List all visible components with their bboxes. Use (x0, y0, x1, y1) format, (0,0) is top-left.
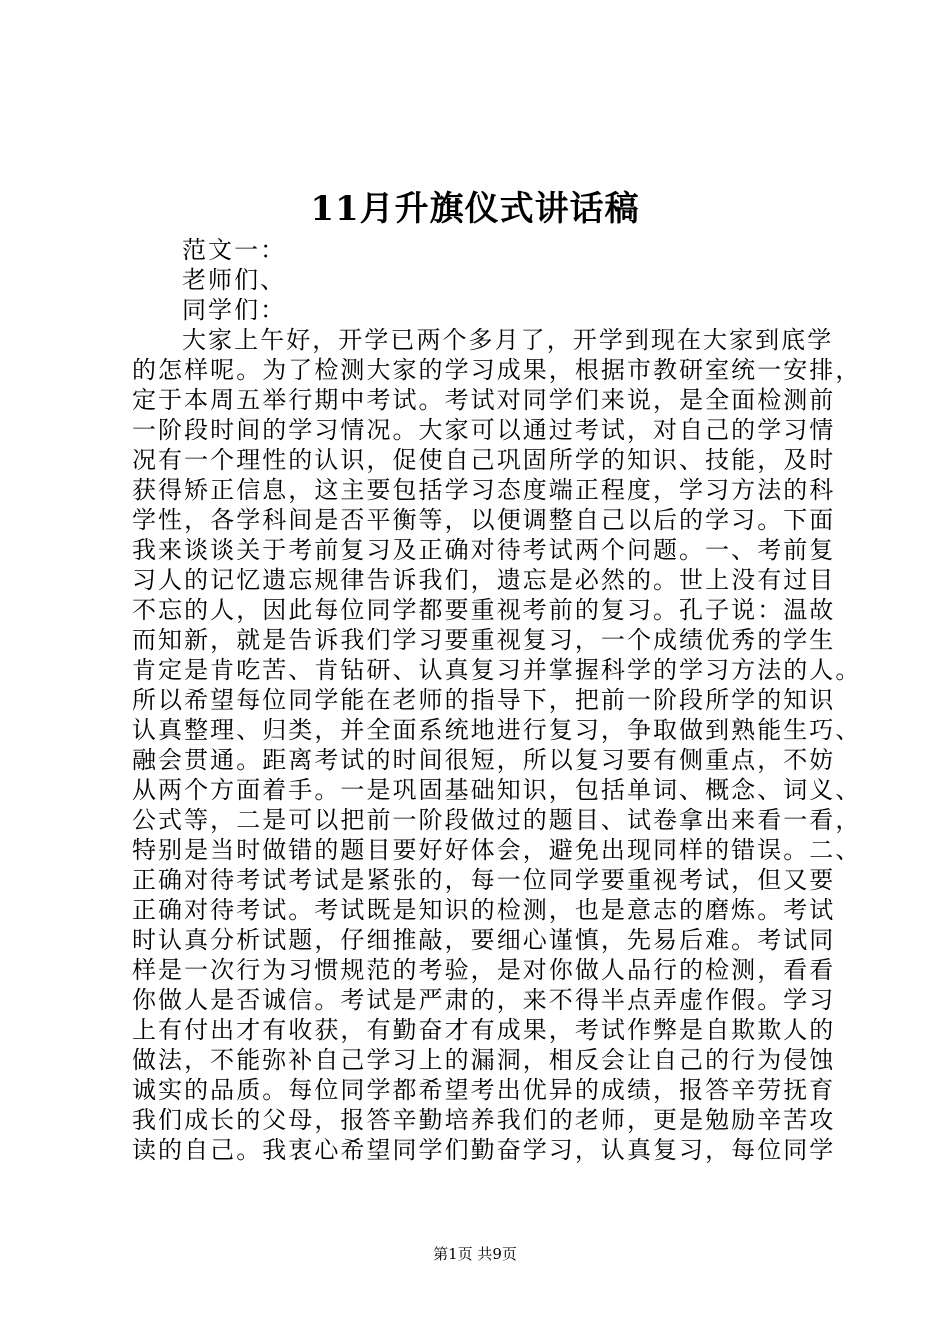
heading-line: 同学们： (182, 296, 287, 324)
paragraph-line: 习人的记忆遗忘规律告诉我们，遗忘是必然的。世上没有过目 (132, 566, 836, 594)
paragraph-line: 况有一个理性的认识，促使自己巩固所学的知识、技能，及时 (132, 446, 836, 474)
paragraph-line: 大家上午好，开学已两个多月了，开学到现在大家到底学 (182, 326, 834, 354)
paragraph-line: 正确对待考试考试是紧张的，每一位同学要重视考试，但又要 (132, 866, 836, 894)
paragraph-line: 特别是当时做错的题目要好好体会，避免出现同样的错误。二、 (132, 836, 862, 864)
paragraph-line: 我们成长的父母，报答辛勤培养我们的老师，更是勉励辛苦攻 (132, 1106, 836, 1134)
paragraph-line: 公式等，二是可以把前一阶段做过的题目、试卷拿出来看一看， (132, 806, 862, 834)
paragraph-line: 从两个方面着手。一是巩固基础知识，包括单词、概念、词义、 (132, 776, 862, 804)
paragraph-line: 读的自己。我衷心希望同学们勤奋学习，认真复习，每位同学 (132, 1136, 836, 1164)
paragraph-line: 诚实的品质。每位同学都希望考出优异的成绩，报答辛劳抚育 (132, 1076, 836, 1104)
paragraph-line: 做法，不能弥补自己学习上的漏洞，相反会让自己的行为侵蚀 (132, 1046, 836, 1074)
paragraph-line: 上有付出才有收获，有勤奋才有成果，考试作弊是自欺欺人的 (132, 1016, 836, 1044)
page-number-footer: 第1页 共9页 (433, 1245, 517, 1263)
paragraph-line: 所以希望每位同学能在老师的指导下，把前一阶段所学的知识 (132, 686, 836, 714)
paragraph-line: 融会贯通。距离考试的时间很短，所以复习要有侧重点，不妨 (132, 746, 836, 774)
paragraph-line: 获得矫正信息，这主要包括学习态度端正程度，学习方法的科 (132, 476, 836, 504)
paragraph-line: 不忘的人，因此每位同学都要重视考前的复习。孔子说：温故 (132, 596, 836, 624)
paragraph-line: 时认真分析试题，仔细推敲，要细心谨慎，先易后难。考试同 (132, 926, 836, 954)
document-title: 11月升旗仪式讲话稿 (310, 189, 640, 229)
paragraph-line: 学性，各学科间是否平衡等，以便调整自己以后的学习。下面 (132, 506, 836, 534)
paragraph-line: 正确对待考试。考试既是知识的检测，也是意志的磨炼。考试 (132, 896, 836, 924)
paragraph-line: 定于本周五举行期中考试。考试对同学们来说，是全面检测前 (132, 386, 836, 414)
paragraph-line: 你做人是否诚信。考试是严肃的，来不得半点弄虚作假。学习 (132, 986, 836, 1014)
paragraph-line: 一阶段时间的学习情况。大家可以通过考试，对自己的学习情 (132, 416, 836, 444)
paragraph-line: 认真整理、归类，并全面系统地进行复习，争取做到熟能生巧、 (132, 716, 862, 744)
heading-line: 范文一： (182, 236, 287, 264)
paragraph-line: 我来谈谈关于考前复习及正确对待考试两个问题。一、考前复 (132, 536, 836, 564)
heading-line: 老师们、 (182, 266, 287, 294)
paragraph-line: 肯定是肯吃苦、肯钻研、认真复习并掌握科学的学习方法的人。 (132, 656, 862, 684)
paragraph-line: 的怎样呢。为了检测大家的学习成果，根据市教研室统一安排， (132, 356, 862, 384)
document-body (132, 235, 862, 1165)
paragraph-line: 而知新，就是告诉我们学习要重视复习，一个成绩优秀的学生 (132, 626, 836, 654)
paragraph-line: 样是一次行为习惯规范的考验，是对你做人品行的检测，看看 (132, 956, 836, 984)
